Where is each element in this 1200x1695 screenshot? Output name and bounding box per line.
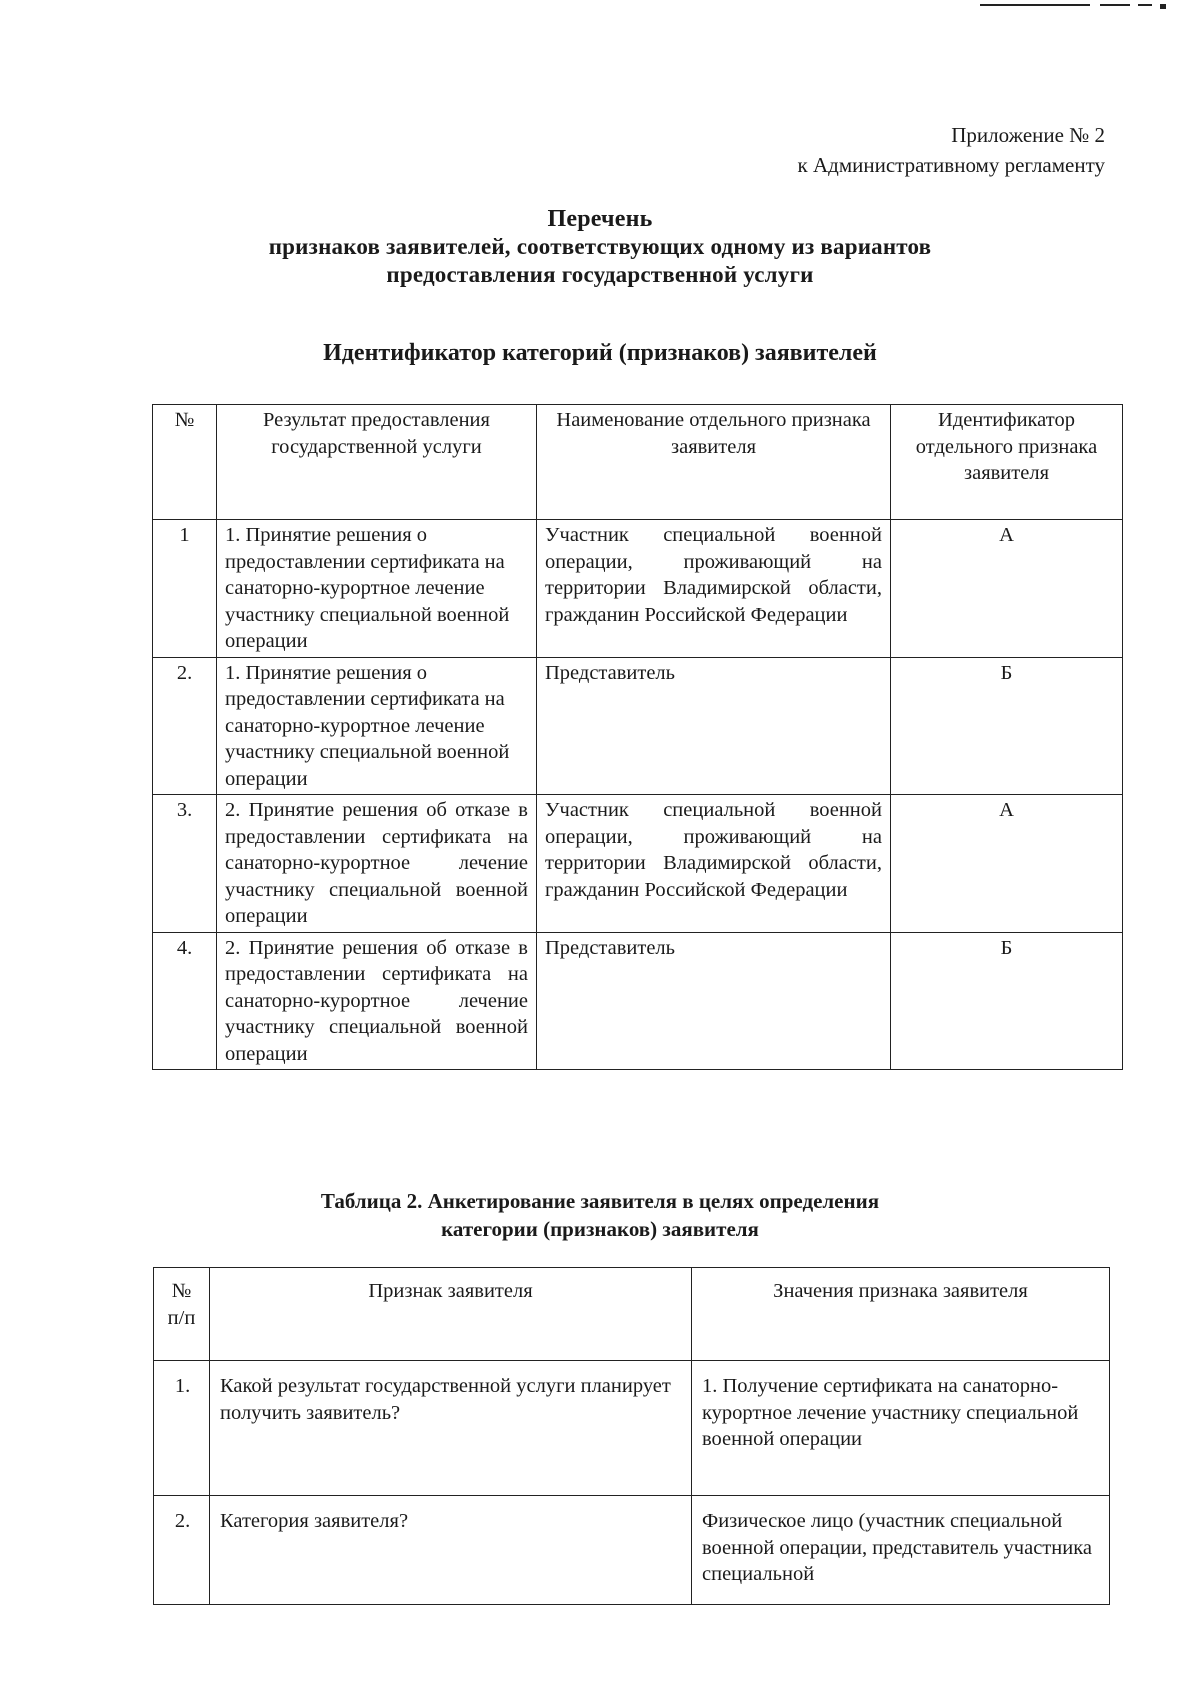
table-row xyxy=(154,1496,1110,1605)
scan-artifact xyxy=(980,4,1170,10)
header-identifier: Идентификатор отдельного признака заявителя xyxy=(891,405,1123,520)
table-header-row xyxy=(154,1268,1110,1361)
row-result: 1. Принятие решения о предоставлении сертификата на санаторно-курортное лечение участнику специальной военной операции xyxy=(217,657,537,795)
title-line-2: признаков заявителей, соответствующих одному из вариантов xyxy=(268,234,932,259)
row-criterion: Какой результат государственной услуги планирует получить заявитель? xyxy=(210,1361,692,1496)
header-criterion: Признак заявителя xyxy=(210,1268,692,1361)
table-row xyxy=(153,795,1123,933)
row-num: 4. xyxy=(153,932,217,1070)
table-row xyxy=(154,1361,1110,1496)
header-result: Результат предоставления государственной услуги xyxy=(217,405,537,520)
table2-heading-line-2: категории (признаков) заявителя xyxy=(441,1217,759,1241)
identifier-heading: Идентификатор категорий (признаков) заявителей xyxy=(323,340,877,366)
row-num: 3. xyxy=(153,795,217,933)
header-num: № п/п xyxy=(154,1268,210,1361)
row-values: Физическое лицо (участник специальной военной операции, представитель участника специальной xyxy=(692,1496,1110,1605)
document-title xyxy=(0,205,1200,289)
table-row xyxy=(153,932,1123,1070)
table-row xyxy=(153,657,1123,795)
row-name: Участник специальной военной операции, проживающий на территории Владимирской области, гражданин Российской Федерации xyxy=(537,520,891,658)
row-num: 2. xyxy=(154,1496,210,1605)
appendix-reference: к Административному регламенту xyxy=(797,153,1105,177)
row-name: Участник специальной военной операции, проживающий на территории Владимирской области, гражданин Российской Федерации xyxy=(537,795,891,933)
table-header-row xyxy=(153,405,1123,520)
row-identifier: Б xyxy=(891,932,1123,1070)
row-name: Представитель xyxy=(537,932,891,1070)
row-num: 1 xyxy=(153,520,217,658)
row-name: Представитель xyxy=(537,657,891,795)
row-num: 1. xyxy=(154,1361,210,1496)
appendix-note xyxy=(798,120,1105,180)
appendix-number: Приложение № 2 xyxy=(951,123,1105,147)
header-name: Наименование отдельного признака заявителя xyxy=(537,405,891,520)
row-result: 1. Принятие решения о предоставлении сертификата на санаторно-курортное лечение участнику специальной военной операции xyxy=(217,520,537,658)
header-values: Значения признака заявителя xyxy=(692,1268,1110,1361)
row-result: 2. Принятие решения об отказе в предоставлении сертификата на санаторно-курортное лечение участнику специальной военной операции xyxy=(217,795,537,933)
row-result: 2. Принятие решения об отказе в предоставлении сертификата на санаторно-курортное лечение участнику специальной военной операции xyxy=(217,932,537,1070)
row-identifier: Б xyxy=(891,657,1123,795)
title-line-3: предоставления государственной услуги xyxy=(386,262,814,287)
questionnaire-table xyxy=(153,1267,1110,1605)
row-num: 2. xyxy=(153,657,217,795)
identifier-table xyxy=(152,404,1123,1070)
row-identifier: А xyxy=(891,520,1123,658)
row-values: 1. Получение сертификата на санаторно-курортное лечение участнику специальной военной операции xyxy=(692,1361,1110,1496)
row-criterion: Категория заявителя? xyxy=(210,1496,692,1605)
table2-heading-line-1: Таблица 2. Анкетирование заявителя в целях определения xyxy=(320,1189,880,1213)
header-num: № xyxy=(153,405,217,520)
table-row xyxy=(153,520,1123,658)
title-main: Перечень xyxy=(547,206,653,232)
row-identifier: А xyxy=(891,795,1123,933)
table2-heading xyxy=(0,1187,1200,1243)
